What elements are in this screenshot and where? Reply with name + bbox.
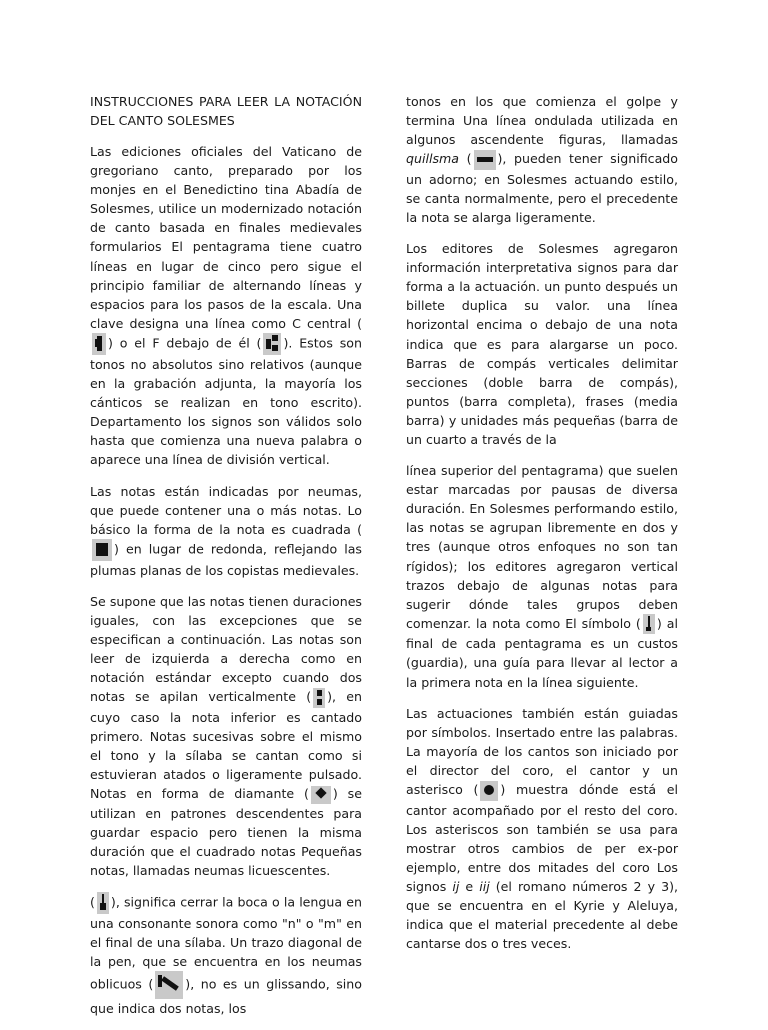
f-clef-icon [263, 333, 281, 355]
quilisma-term: quillsma [406, 151, 460, 167]
paragraph-text: ) al final de cada pentagrama es un custos (guardia), una guía para llevar al lector a la primera nota en la línea siguiente. [406, 615, 678, 690]
paragraph-interpretive-signs [406, 239, 678, 449]
c-clef-icon [92, 333, 106, 355]
paragraph-text: Los editores de Solesmes agregaron información interpretativa signos para dar forma a la actuación. un punto después un billete duplica su valor. una línea horizontal encima o debajo de una nota indica que es para alargarse un poco. Barras de compás verticales delimitar secciones (doble barra de compás), puntos (barra completa), frases (media barra) y unidades más pequeñas (barra de un cuarto a través de la [406, 241, 678, 447]
paragraph-text: Las actuaciones también están guiadas por símbolos. Insertado entre las palabras. La mayoría de los cantos son iniciado por el director del coro, el cantor y un asterisco ( [406, 705, 678, 797]
paragraph-quilisma [406, 92, 678, 227]
asterisk-icon [480, 781, 498, 801]
roman-three-term: iij [479, 878, 490, 894]
custos-icon [643, 614, 655, 634]
paragraph-text: ), pueden tener significado un adorno; en Solesmes actuando estilo, se canta normalmente, pero el precedente la nota se alarga ligeramente. [406, 151, 678, 225]
paragraph-text: Se supone que las notas tienen duraciones iguales, con las excepciones que se especifican a continuación. Las notas son leer de izquierda a derecha como en notación estándar excepto cuando dos notas se apilan verticalmente ( [90, 593, 362, 705]
punctum-icon [92, 539, 112, 561]
rhombus-icon [311, 786, 331, 804]
paragraph-text: línea superior del pentagrama) que suelen estar marcadas por pausas de diversa duración. En Solesmes performando estilo, las notas se agrupan libremente en dos y tres (aunque otros enfoques no son tan rígidos); los editores agregaron vertical trazos debajo de algunas notas para sugerir dónde tales grupos deben comenzar. la nota como El símbolo ( [406, 463, 678, 631]
paragraph-text: ), en cuyo caso la nota inferior es cantado primero. Notas sucesivas sobre el mismo el tono y la sílaba se cantan como si estuvieran atados o ligeramente pulsado. Notas en forma de diamante ( [90, 689, 363, 802]
paragraph-text: (el romano números 2 y 3), que se encuentra en el Kyrie y Aleluya, indica que el material precedente al debe cantarse dos o tres veces. [406, 878, 678, 952]
quilisma-icon [474, 150, 496, 170]
left-column [90, 92, 362, 1030]
oblique-neume-icon [155, 971, 183, 999]
paragraph-text: ( [90, 894, 95, 910]
paragraph-text: ) o el F debajo de él ( [108, 335, 262, 351]
paragraph-asterisk [406, 704, 678, 954]
paragraph-text: ) se utilizan en patrones descendentes para guardar espacio pero tienen la misma duración que el cuadrado notas Pequeñas notas, llamadas neumas licuescentes. [90, 786, 362, 878]
liquescent-icon [97, 892, 109, 914]
paragraph-text: e [459, 878, 480, 894]
paragraph-text: ) muestra dónde está el cantor acompañado por el resto del coro. Los asteriscos son también se usa para mostrar otros cambios de per ex-por ejemplo, entre dos mitades del coro Los signos [406, 782, 679, 894]
paragraph-neumes [90, 482, 362, 580]
page-title: INSTRUCCIONES PARA LEER LA NOTACIÓN DEL CANTO SOLESMES [90, 94, 362, 128]
paragraph-liquescent [90, 892, 362, 1018]
paragraph-custos [406, 461, 678, 692]
paragraph-text: ), significa cerrar la boca o la lengua en una consonante sonora como "n" o "m" en el final de una sílaba. Un trazo diagonal de la pen, que se encuentra en los neumas oblicuos ( [90, 894, 362, 992]
paragraph-text: ) en lugar de redonda, reflejando las plumas planas de los copistas medievales. [90, 541, 362, 578]
roman-two-term: ij [452, 878, 460, 894]
paragraph-text: tonos en los que comienza el golpe y termina Una línea ondulada utilizada en algunos ascendente figuras, llamadas [406, 94, 678, 148]
podatus-icon [313, 688, 325, 708]
paragraph-clefs [90, 142, 362, 470]
paragraph-durations [90, 592, 362, 880]
paragraph-text: ), no es un glissando, sino que indica dos notas, los [90, 976, 362, 1017]
paragraph-text: Las notas están indicadas por neumas, que puede contener una o más notas. Lo básico la forma de la nota es cuadrada ( [90, 483, 362, 537]
paragraph-text: ( [459, 151, 472, 167]
right-column [406, 92, 678, 965]
paragraph-text: ). Estos son tonos no absolutos sino relativos (aunque en la grabación adjunta, la mayoría los cánticos se realizan en tono escrito). Departamento los signos son válidos solo hasta que comienza una nueva palabra o aparece una línea de división vertical. [90, 335, 362, 468]
paragraph-text: Las ediciones oficiales del Vaticano de gregoriano canto, preparado por los monjes en el Benedictino tina Abadía de Solesmes, utilice un modernizado notación de canto basada en finales medievales formularios El pentagrama tiene cuatro líneas en lugar de cinco pero sigue el principio familiar de alternando líneas y espacios para los pasos de la escala. Una clave designa una línea como C central ( [90, 144, 362, 331]
